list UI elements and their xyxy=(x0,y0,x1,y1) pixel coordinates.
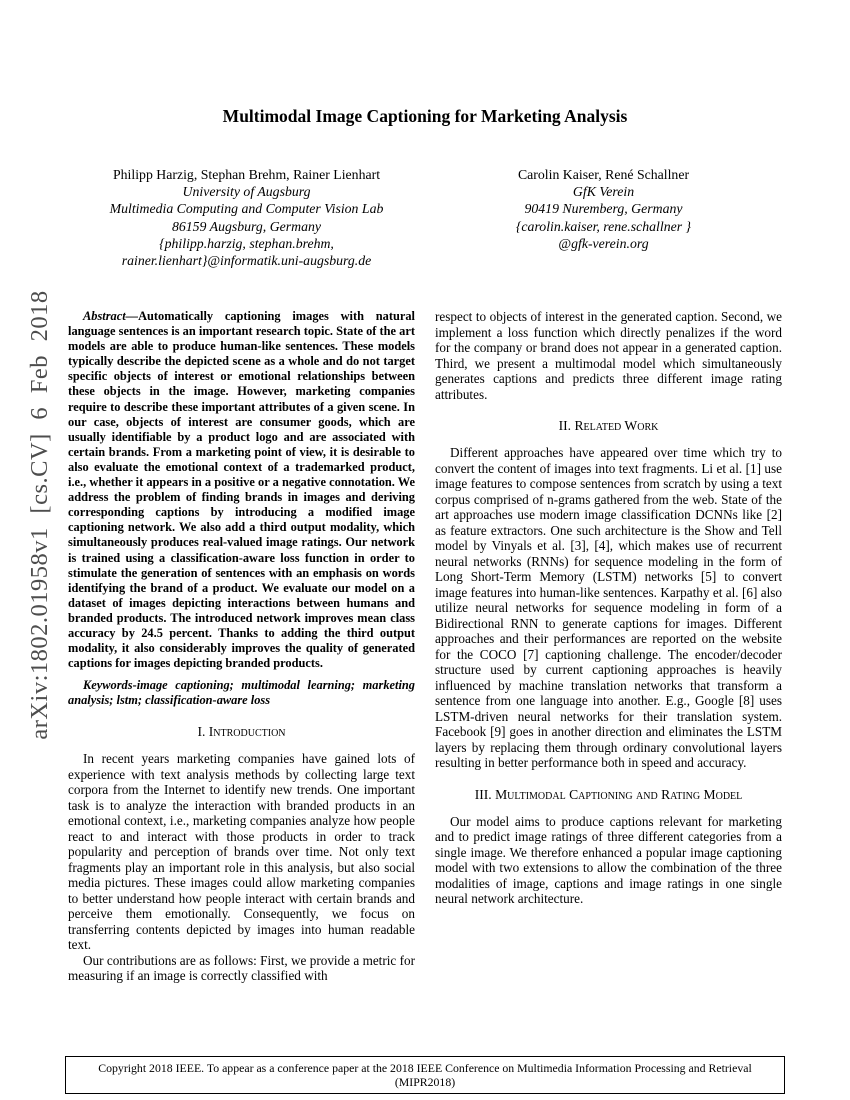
author-email: @gfk-verein.org xyxy=(558,235,649,251)
author-affiliation: 90419 Nuremberg, Germany xyxy=(524,201,683,217)
abstract-label: Abstract— xyxy=(83,309,139,323)
author-email: {carolin.kaiser, rene.schallner } xyxy=(515,218,692,234)
related-work-paragraph: Different approaches have appeared over time which try to convert the content of images into text fragments. Li et al. [1] use image features to compose sentences from scratch by using a text corpus comprised of n-grams gathered from the web. State of the art approaches use modern image classification DCNNs like [2] as feature extractors. One such architecture is the Show and Tell model by Vinyals et al. [3], [4], which makes use of recurrent neural networks (RNNs) for sequence modeling in the form of Long Short-Term Memory (LSTM) networks [5] to convert image features into human-like sentences. Karpathy et al. [6] also utilize neural networks for sequence modeling in form of a Bidirectional RNN to generate captions for images. Different approaches and their performances are reported on the website for the COCO [7] captioning challenge. The encoder/decoder structure used by current captioning approaches is heavily influenced by machine translation networks that transform a sentence from one language into another. E.g., Google [8] uses LSTM-driven neural networks for their translation system. Facebook [9] goes in another direction and eliminates the LSTM layers by replacing them through ordinary convolutional layers resulting in better performance both in speed and accuracy. xyxy=(435,445,782,770)
author-affiliation: University of Augsburg xyxy=(182,184,311,200)
author-email: rainer.lienhart}@informatik.uni-augsburg.de xyxy=(121,253,372,269)
intro-paragraph-2: Our contributions are as follows: First, we provide a metric for measuring if an image is correctly classified with xyxy=(68,952,415,984)
author-affiliation: Multimedia Computing and Computer Vision Lab xyxy=(109,201,384,217)
arxiv-watermark: arXiv:1802.01958v1 [cs.CV] 6 Feb 2018 xyxy=(26,290,53,740)
contributions-continuation-paragraph: respect to objects of interest in the generated caption. Second, we implement a loss function which directly penalizes if the word for the company or brand does not appear in a generated caption. Third, we present a multimodal model which simultaneously generates captions and predicts three different image rating attributes. xyxy=(435,309,782,402)
author-affiliation: GfK Verein xyxy=(572,184,635,200)
section-heading-model: III. Multimodal Captioning and Rating Model xyxy=(474,786,743,802)
intro-paragraph-1: In recent years marketing companies have gained lots of experience with text analysis methods by collecting large text corpora from the Internet to identify new trends. One important task is to analyze the interaction with branded products in an emotional context, i.e., marketing companies analyze how people react to and interact with those products in order to track popularity and perception of brands over time. Not only text fragments play an important role in this analysis, but also social media pictures. These images could allow marketing companies to better understand how people interact with certain brands and perceive them emotionally. Consequently, we focus on transferring contents depicted by images into human readable text. xyxy=(68,751,415,953)
column-left xyxy=(68,309,415,984)
keywords-label: Keywords xyxy=(83,678,133,693)
keywords-text: -image captioning; multimodal learning; marketing analysis; lstm; classification-aware loss xyxy=(68,678,415,708)
author-email: {philipp.harzig, stephan.brehm, xyxy=(159,235,334,251)
author-block-right xyxy=(425,166,782,269)
keywords xyxy=(68,678,415,708)
abstract xyxy=(68,309,415,671)
paper-title: Multimodal Image Captioning for Marketing Analysis xyxy=(222,106,628,126)
copyright-footer: Copyright 2018 IEEE. To appear as a conference paper at the 2018 IEEE Conference on Multimedia Information Processing and Retrieval (MIPR2018) xyxy=(65,1056,785,1094)
authors-row xyxy=(68,166,782,269)
author-block-left xyxy=(68,166,425,269)
author-affiliation: 86159 Augsburg, Germany xyxy=(171,218,322,234)
author-names: Carolin Kaiser, René Schallner xyxy=(517,167,690,182)
section-heading-related-work: II. Related Work xyxy=(558,418,659,433)
author-names: Philipp Harzig, Stephan Brehm, Rainer Lienhart xyxy=(112,167,381,182)
section-heading-introduction: I. Introduction xyxy=(197,724,286,740)
column-right xyxy=(435,309,782,984)
model-paragraph: Our model aims to produce captions relevant for marketing and to predict image ratings of three different categories from a single image. We therefore enhanced a popular image captioning model with two extensions to allow the combination of the three modalities of image, captions and image ratings in one single neural network architecture. xyxy=(435,813,782,906)
body-columns xyxy=(68,309,782,984)
abstract-text: Automatically captioning images with natural language sentences is an important research topic. State of the art models are able to produce human-like sentences. These models typically describe the depicted scene as a whole and do not target specific objects of interest or emotional relationships between these objects in the image. However, marketing companies require to describe these important attributes of a given scene. In our case, objects of interest are consumer goods, which are usually identifiable by a product logo and are associated with certain brands. From a marketing point of view, it is desirable to also evaluate the emotional context of a trademarked product, i.e., whether it appears in a positive or a negative connotation. We address the problem of finding brands in images and deriving corresponding captions by introducing a modified image captioning network. We also add a third output modality, which simultaneously produces real-valued image ratings. Our network is trained using a classification-aware loss function in order to stimulate the generation of sentences with an emphasis on words identifying the brand of a product. We evaluate our model on a dataset of images depicting interactions between humans and branded products. The introduced network improves mean class accuracy by 24.5 percent. Thanks to adding the third output modality, it also considerably improves the quality of generated captions for images depicting branded products. xyxy=(68,309,415,671)
